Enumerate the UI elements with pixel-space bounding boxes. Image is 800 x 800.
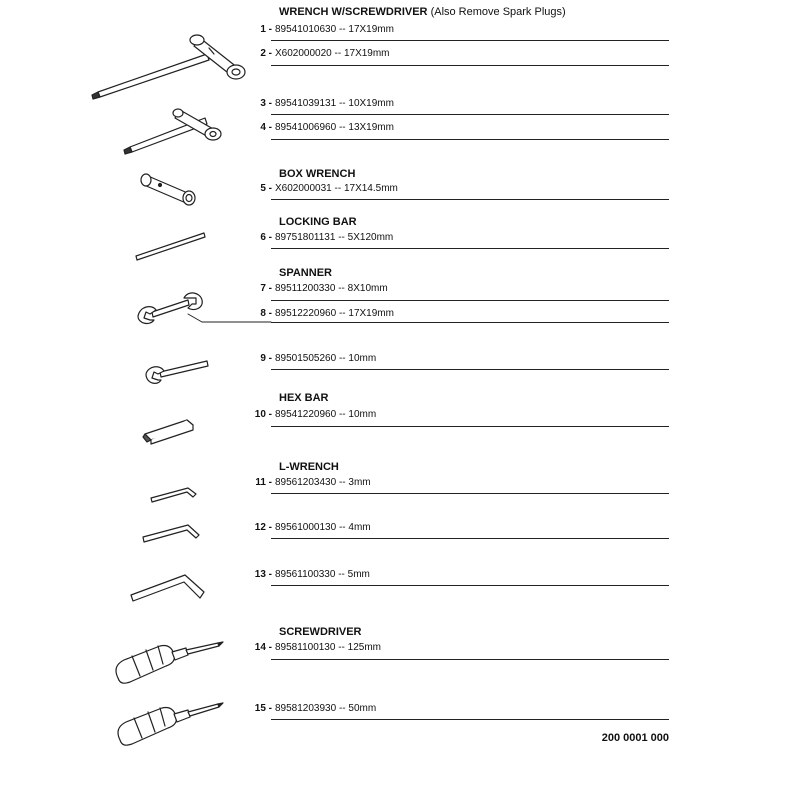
leader-line [271,538,669,539]
part-description: 89512220960 -- 17X19mm [275,308,394,319]
leader-line [271,719,669,720]
leader-line [271,322,669,323]
part-line [220,183,398,194]
leader-line [271,139,669,140]
part-description: 89561000130 -- 4mm [275,522,371,533]
section-note: (Also Remove Spark Plugs) [430,6,566,18]
part-line [220,283,388,294]
part-number: 5 - [260,183,272,194]
part-line [220,98,394,109]
part-line [220,703,376,714]
leader-line [271,300,669,301]
part-number: 14 - [254,642,272,653]
hex-bar-illustration [143,420,193,444]
part-description: 89561100330 -- 5mm [275,569,370,580]
part-description: 89561203430 -- 3mm [275,477,371,488]
section-heading-locking-bar: LOCKING BAR [279,216,357,228]
leader-line [271,369,669,370]
t-wrench-large-illustration [92,35,245,99]
screwdriver-short-illustration [118,703,223,745]
part-number: 10 - [254,409,272,420]
part-number: 12 - [254,522,272,533]
drawing-number: 200 0001 000 [601,732,669,744]
l-wrench-4mm-illustration [143,525,199,542]
part-number: 1 - [260,24,272,35]
leader-line [271,40,669,41]
leader-line [271,114,669,115]
single-spanner-illustration [146,361,208,383]
part-line [220,308,394,319]
part-number: 4 - [260,122,272,133]
part-number: 13 - [254,569,272,580]
section-heading-box-wrench: BOX WRENCH [279,168,356,180]
part-line [220,642,381,653]
leader-line [271,248,669,249]
section-heading-screwdriver: SCREWDRIVER [279,626,362,638]
part-description: 89541039131 -- 10X19mm [275,98,394,109]
part-description: 89751801131 -- 5X120mm [275,232,394,243]
leader-line [271,199,669,200]
part-description: X602000020 -- 17X19mm [275,48,390,59]
part-description: X602000031 -- 17X14.5mm [275,183,398,194]
part-line [220,409,376,420]
part-line [220,24,394,35]
part-number: 15 - [254,703,272,714]
box-wrench-illustration [141,174,195,205]
part-line [220,48,390,59]
part-number: 7 - [260,283,272,294]
part-description: 89541220960 -- 10mm [275,409,377,420]
section-title: WRENCH W/SCREWDRIVER [279,6,428,18]
section-heading-hex-bar: HEX BAR [279,392,329,404]
leader-line [271,659,669,660]
part-line [220,569,370,580]
section-heading-wrench [279,6,566,18]
leader-line [271,65,669,66]
part-line [220,522,371,533]
l-wrench-5mm-illustration [131,575,204,601]
part-number: 3 - [260,98,272,109]
part-description: 89511200330 -- 8X10mm [275,283,388,294]
leader-line [271,585,669,586]
t-wrench-small-illustration [124,109,221,154]
section-heading-spanner: SPANNER [279,267,332,279]
screwdriver-long-illustration [116,642,223,683]
part-description: 89581100130 -- 125mm [275,642,381,653]
part-number: 11 - [255,477,272,488]
part-number: 8 - [260,308,272,319]
part-line [220,353,376,364]
part-description: 89541010630 -- 17X19mm [275,24,394,35]
leader-line [271,426,669,427]
section-heading-l-wrench: L-WRENCH [279,461,339,473]
part-number: 2 - [260,48,272,59]
part-description: 89541006960 -- 13X19mm [275,122,394,133]
part-number: 9 - [260,353,272,364]
part-number: 6 - [260,232,272,243]
part-line [220,477,371,488]
part-description: 89501505260 -- 10mm [275,353,377,364]
leader-line [271,493,669,494]
locking-bar-illustration [136,233,205,260]
l-wrench-3mm-illustration [151,488,196,502]
part-line [220,232,393,243]
part-description: 89581203930 -- 50mm [275,703,377,714]
part-line [220,122,394,133]
